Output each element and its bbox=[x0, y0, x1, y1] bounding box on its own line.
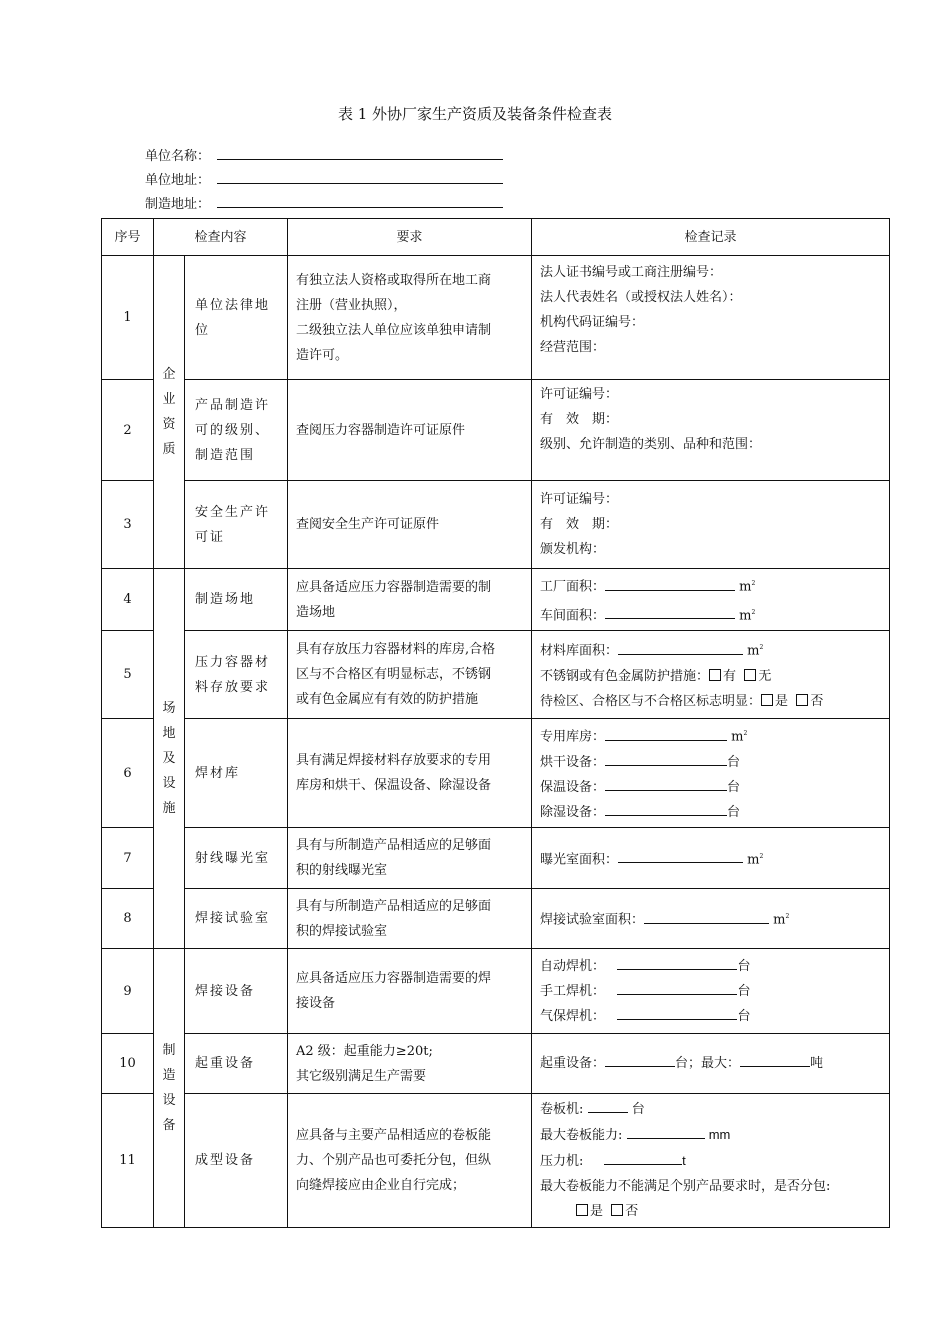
unit-address-field bbox=[145, 169, 210, 189]
seq-cell: 1 bbox=[102, 256, 154, 380]
req-cell: 具有存放压力容器材料的库房,合格 区与不合格区有明显标志，不锈钢 或有色金属应有有效的防护措施 bbox=[288, 631, 532, 719]
category-equipment: 制 造 设 备 bbox=[154, 949, 185, 1228]
record-cell[interactable]: 专用库房： $m^2$ 烘干设备： 台 保温设备： 台 除湿设备： 台 bbox=[532, 719, 890, 828]
item-cell: 焊接设备 bbox=[185, 949, 288, 1034]
item-cell: 产品制造许 可的级别、 制造范围 bbox=[185, 380, 288, 481]
req-cell: 有独立法人资格或取得所在地工商 注册（营业执照）， 二级独立法人单位应该单独申请制 造许可。 bbox=[288, 256, 532, 380]
item-cell: 焊材库 bbox=[185, 719, 288, 828]
item-cell: 压力容器材 料存放要求 bbox=[185, 631, 288, 719]
record-cell[interactable]: 法人证书编号或工商注册编号： 法人代表姓名（或授权法人姓名）： 机构代码证编号： 经营范围： bbox=[532, 256, 890, 380]
header-req: 要求 bbox=[288, 219, 532, 256]
table-row bbox=[102, 719, 890, 828]
header-record: 检查记录 bbox=[532, 219, 890, 256]
checkbox[interactable] bbox=[576, 1204, 588, 1216]
seq-cell: 5 bbox=[102, 631, 154, 719]
header-seq: 序号 bbox=[102, 219, 154, 256]
record-cell[interactable]: 焊接试验室面积： $m^2$ bbox=[532, 889, 890, 949]
record-cell[interactable]: 自动焊机： 台 手工焊机： 台 气保焊机： 台 bbox=[532, 949, 890, 1034]
checkbox[interactable] bbox=[796, 694, 808, 706]
req-cell: 应具备适应压力容器制造需要的制 造场地 bbox=[288, 569, 532, 631]
table-row bbox=[102, 481, 890, 569]
checkbox[interactable] bbox=[761, 694, 773, 706]
seq-cell: 7 bbox=[102, 828, 154, 889]
category-site: 场 地 及 设 施 bbox=[154, 569, 185, 949]
table-header bbox=[102, 219, 890, 256]
seq-cell: 6 bbox=[102, 719, 154, 828]
item-cell: 单位法律地 位 bbox=[185, 256, 288, 380]
seq-cell: 2 bbox=[102, 380, 154, 481]
item-cell: 安全生产许 可证 bbox=[185, 481, 288, 569]
unit-address-line[interactable] bbox=[217, 183, 503, 184]
mfg-address-field bbox=[145, 193, 210, 213]
item-cell: 成型设备 bbox=[185, 1094, 288, 1228]
page-title: 表 1 外协厂家生产资质及装备条件检查表 bbox=[337, 105, 613, 123]
record-cell[interactable]: 卷板机: 台 最大卷板能力: mm 压力机: t 最大卷板能力不能满足个别产品要求时，是否分包: 是 否 bbox=[532, 1094, 890, 1228]
req-cell: 查阅压力容器制造许可证原件 bbox=[288, 380, 532, 481]
table-row bbox=[102, 380, 890, 481]
seq-cell: 9 bbox=[102, 949, 154, 1034]
record-cell[interactable]: 起重设备： 台；最大： 吨 bbox=[532, 1034, 890, 1094]
seq-cell: 3 bbox=[102, 481, 154, 569]
table-row bbox=[102, 949, 890, 1034]
table-row bbox=[102, 889, 890, 949]
record-cell[interactable]: 曝光室面积： $m^2$ bbox=[532, 828, 890, 889]
req-cell: 具有满足焊接材料存放要求的专用 库房和烘干、保温设备、除湿设备 bbox=[288, 719, 532, 828]
item-cell: 射线曝光室 bbox=[185, 828, 288, 889]
item-cell: 起重设备 bbox=[185, 1034, 288, 1094]
header-content: 检查内容 bbox=[154, 219, 288, 256]
mfg-address-label: 制造地址： bbox=[145, 197, 211, 212]
req-cell: 具有与所制造产品相适应的足够面 积的焊接试验室 bbox=[288, 889, 532, 949]
unit-name-line[interactable] bbox=[217, 159, 503, 160]
checkbox[interactable] bbox=[744, 669, 756, 681]
item-cell: 制造场地 bbox=[185, 569, 288, 631]
req-cell: A2 级：起重能力≥20t; 其它级别满足生产需要 bbox=[288, 1034, 532, 1094]
checkbox[interactable] bbox=[611, 1204, 623, 1216]
table-row bbox=[102, 1094, 890, 1228]
table-row bbox=[102, 256, 890, 380]
req-cell: 具有与所制造产品相适应的足够面 积的射线曝光室 bbox=[288, 828, 532, 889]
unit-name-label: 单位名称： bbox=[145, 149, 211, 164]
table-row bbox=[102, 569, 890, 631]
unit-name-field bbox=[145, 145, 210, 165]
seq-cell: 11 bbox=[102, 1094, 154, 1228]
record-cell[interactable]: 许可证编号： 有 效 期： 颁发机构： bbox=[532, 481, 890, 569]
req-cell: 查阅安全生产许可证原件 bbox=[288, 481, 532, 569]
category-qualification: 企 业 资 质 bbox=[154, 256, 185, 569]
table-row bbox=[102, 1034, 890, 1094]
table-row bbox=[102, 631, 890, 719]
checkbox[interactable] bbox=[709, 669, 721, 681]
item-cell: 焊接试验室 bbox=[185, 889, 288, 949]
req-cell: 应具备与主要产品相适应的卷板能 力、个别产品也可委托分包，但纵 向缝焊接应由企业自行完成； bbox=[288, 1094, 532, 1228]
record-cell[interactable]: 工厂面积： $m^2$ 车间面积： $m^2$ bbox=[532, 569, 890, 631]
mfg-address-line[interactable] bbox=[217, 207, 503, 208]
inspection-table bbox=[101, 218, 890, 1228]
req-cell: 应具备适应压力容器制造需要的焊 接设备 bbox=[288, 949, 532, 1034]
seq-cell: 4 bbox=[102, 569, 154, 631]
seq-cell: 8 bbox=[102, 889, 154, 949]
record-cell[interactable]: 许可证编号： 有 效 期： 级别、允许制造的类别、品种和范围： bbox=[532, 380, 890, 481]
record-cell[interactable]: 材料库面积： $m^2$ 不锈钢或有色金属防护措施： 有 无 待检区、合格区与不合格区标志明显： 是 否 bbox=[532, 631, 890, 719]
unit-address-label: 单位地址： bbox=[145, 173, 211, 188]
table-row bbox=[102, 828, 890, 889]
seq-cell: 10 bbox=[102, 1034, 154, 1094]
